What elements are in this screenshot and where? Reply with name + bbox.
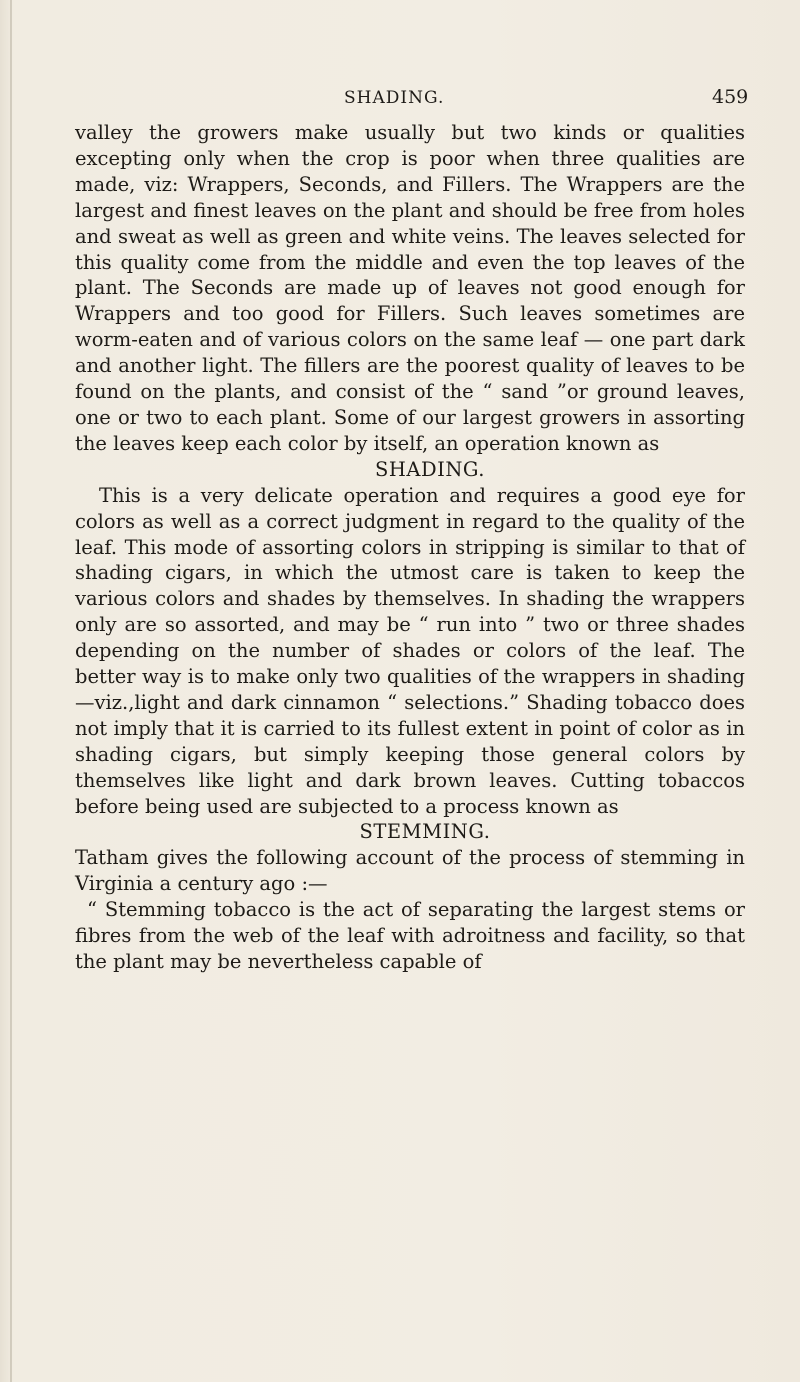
page-number: 459 [712,86,749,108]
paragraph-qualities: valley the growers make usually but two kinds or qualities excepting only when the crop is poor when three qualities are made, viz: Wrappers, Seconds, and Fillers. The Wrappers are the largest and finest leaves on the plant and should be free from holes and sweat as well as green and white veins. The leaves selected for this quality come from the middle and even the top leaves of the plant. The Seconds are made up of leaves not good enough for Wrappers and too good for Fillers. Such leaves sometimes are worm-eaten and of various colors on the same leaf — one part dark and another light. The fillers are the poorest quality of leaves to be found on the plants, and consist of the “ sand ”or ground leaves, one or two to each plant. Some of our largest growers in assorting the leaves keep each color by itself, an operation known as [75,121,745,455]
paragraph-shading: This is a very delicate operation and requires a good eye for colors as well as a correct judgment in regard to the quality of the leaf. This mode of assorting colors in stripping is similar to that of shading cigars, in which the utmost care is taken to keep the various colors and shades by themselves. In shading the wrappers only are so assorted, and may be “ run into ” two or three shades depending on the number of shades or colors of the leaf. The better way is to make only two qualities of the wrappers in shading—viz.,light and dark cinnamon “ selections.” Shading tobacco does not imply that it is carried to its fullest extent in point of color as in shading cigars, but simply keeping those general colors by themselves like light and dark brown leaves. Cutting tobaccos before being used are subjected to a process known as [75,483,745,818]
binding-gutter [10,0,12,1382]
paragraph-tatham: Tatham gives the following account of the process of stemming in Virginia a century ago :— [75,846,745,896]
section-heading-stemming: STEMMING. [359,820,491,844]
section-heading-shading: SHADING. [375,457,485,481]
body-text [75,120,745,975]
paragraph-quote: “ Stemming tobacco is the act of separating the largest stems or fibres from the web of the leaf with adroitness and facility, so that the plant may be nevertheless capable of [75,898,745,973]
running-head: SHADING. [344,88,445,108]
